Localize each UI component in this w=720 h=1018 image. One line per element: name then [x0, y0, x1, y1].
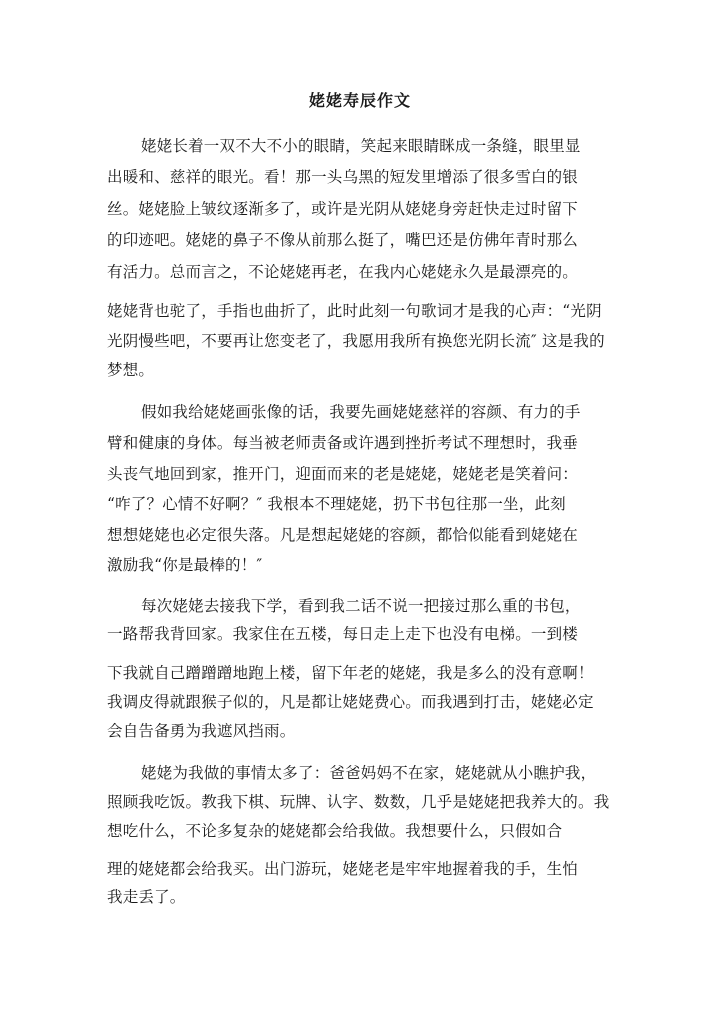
- paragraph-3-line-6: 激励我“你是最棒的！″: [107, 556, 263, 574]
- paragraph-1-line-2: 出暖和、慈祥的眼光。看！那一头乌黑的短发里增添了很多雪白的银: [107, 168, 579, 186]
- paragraph-3-line-5: 想想姥姥也必定很失落。凡是想起姥姥的容颜，都恰似能看到姥姥在: [107, 526, 579, 544]
- paragraph-1-line-5: 有活力。总而言之，不论姥姥再老，在我内心姥姥永久是最漂亮的。: [107, 263, 579, 281]
- document-title: 姥姥寿辰作文: [308, 91, 411, 110]
- paragraph-2-line-3: 梦想。: [107, 361, 155, 379]
- paragraph-1-line-1: 姥姥长着一双不大不小的眼睛，笑起来眼睛眯成一条缝，眼里显: [141, 137, 581, 155]
- paragraph-2-line-2: 光阴慢些吧，不要再让您变老了，我愿用我所有换您光阴长流″ 这是我的: [107, 332, 605, 350]
- paragraph-3-line-3: 头丧气地回到家，推开门，迎面而来的老是姥姥，姥姥老是笑着问：: [107, 465, 579, 483]
- paragraph-4-line-3: 下我就自己蹭蹭蹭地跑上楼，留下年老的姥姥，我是多么的没有意啊！: [107, 664, 594, 682]
- paragraph-4-line-2: 一路帮我背回家。我家住在五楼，每日走上走下也没有电梯。一到楼: [107, 625, 579, 643]
- paragraph-5-line-5: 我走丢了。: [107, 888, 186, 906]
- paragraph-1-line-3: 丝。姥姥脸上皱纹逐渐多了，或许是光阴从姥姥身旁赶快走过时留下: [107, 200, 579, 218]
- paragraph-1-line-4: 的印迹吧。姥姥的鼻子不像从前那么挺了，嘴巴还是仿佛年青时那么: [107, 231, 579, 249]
- paragraph-4-line-4: 我调皮得就跟猴子似的，凡是都让姥姥费心。而我遇到打击，姥姥必定: [107, 693, 594, 711]
- paragraph-3-line-2: 臂和健康的身体。每当被老师责备或许遇到挫折考试不理想时，我垂: [107, 434, 579, 452]
- paragraph-5-line-3: 想吃什么，不论多复杂的姥姥都会给我做。我想要什么，只假如合: [107, 822, 563, 840]
- paragraph-5-line-4: 理的姥姥都会给我买。出门游玩，姥姥老是牢牢地握着我的手，生怕: [107, 860, 579, 878]
- paragraph-5-line-1: 姥姥为我做的事情太多了：爸爸妈妈不在家，姥姥就从小瞧护我，: [141, 764, 597, 782]
- paragraph-4-line-5: 会自告备勇为我遮风挡雨。: [107, 722, 296, 740]
- paragraph-3-line-1: 假如我给姥姥画张像的话，我要先画姥姥慈祥的容颜、有力的手: [141, 403, 581, 421]
- paragraph-4-line-1: 每次姥姥去接我下学，看到我二话不说一把接过那么重的书包，: [141, 597, 581, 615]
- paragraph-5-line-2: 照顾我吃饭。教我下棋、玩牌、认字、数数，几乎是姥姥把我养大的。我: [107, 793, 610, 811]
- paragraph-3-line-4: “咋了？心情不好啊？″ 我根本不理姥姥，扔下书包往那一坐，此刻: [107, 495, 566, 513]
- paragraph-2-line-1: 姥姥背也驼了，手指也曲折了，此时此刻一句歌词才是我的心声：“光阴: [107, 302, 602, 320]
